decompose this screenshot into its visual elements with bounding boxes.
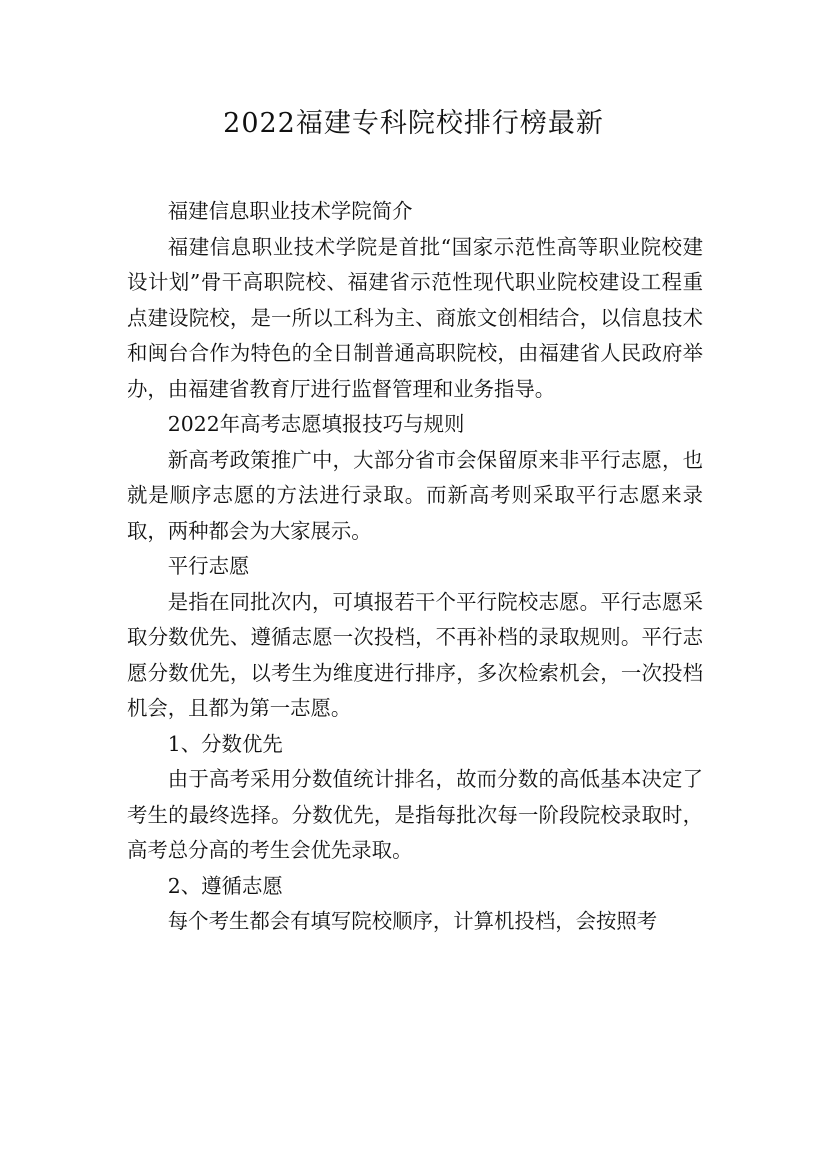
paragraph-intro: 福建信息职业技术学院是首批“国家示范性高等职业院校建设计划”骨干高职院校、福建省示范性现代职业院校建设工程重点建设院校，是一所以工科为主、商旅文创相结合，以信息技术和闽台合作为特色的全日制普通高职院校，由福建省人民政府举办，由福建省教育厅进行监督管理和业务指导。 [127,234,703,401]
list-heading-score-first: 1、分数优先 [167,731,283,756]
paragraph-follow-preference: 每个考生都会有填写院校顺序，计算机投档，会按照考 [167,909,658,933]
section-heading-parallel: 平行志愿 [167,554,250,578]
paragraph-score-first: 由于高考采用分数值统计排名，故而分数的高低基本决定了考生的最终选择。分数优先，是指每批次每一阶段院校录取时，高考总分高的考生会优先录取。 [127,767,703,862]
paragraph-tips: 新高考政策推广中，大部分省市会保留原来非平行志愿，也就是顺序志愿的方法进行录取。而新高考则采取平行志愿来录取，两种都会为大家展示。 [127,447,703,543]
list-heading-follow-preference: 2、遵循志愿 [167,873,283,898]
paragraph-parallel: 是指在同批次内，可填报若干个平行院校志愿。平行志愿采取分数优先、遵循志愿一次投档，不再补档的录取规则。平行志愿分数优先，以考生为维度进行排序，多次检索机会，一次投档机会，且都为第一志愿。 [127,589,703,720]
document-body [127,194,703,940]
section-heading-tips: 2022年高考志愿填报技巧与规则 [167,412,465,436]
section-heading-intro: 福建信息职业技术学院简介 [167,199,413,223]
document-title: 2022福建专科院校排行榜最新 [223,108,604,139]
